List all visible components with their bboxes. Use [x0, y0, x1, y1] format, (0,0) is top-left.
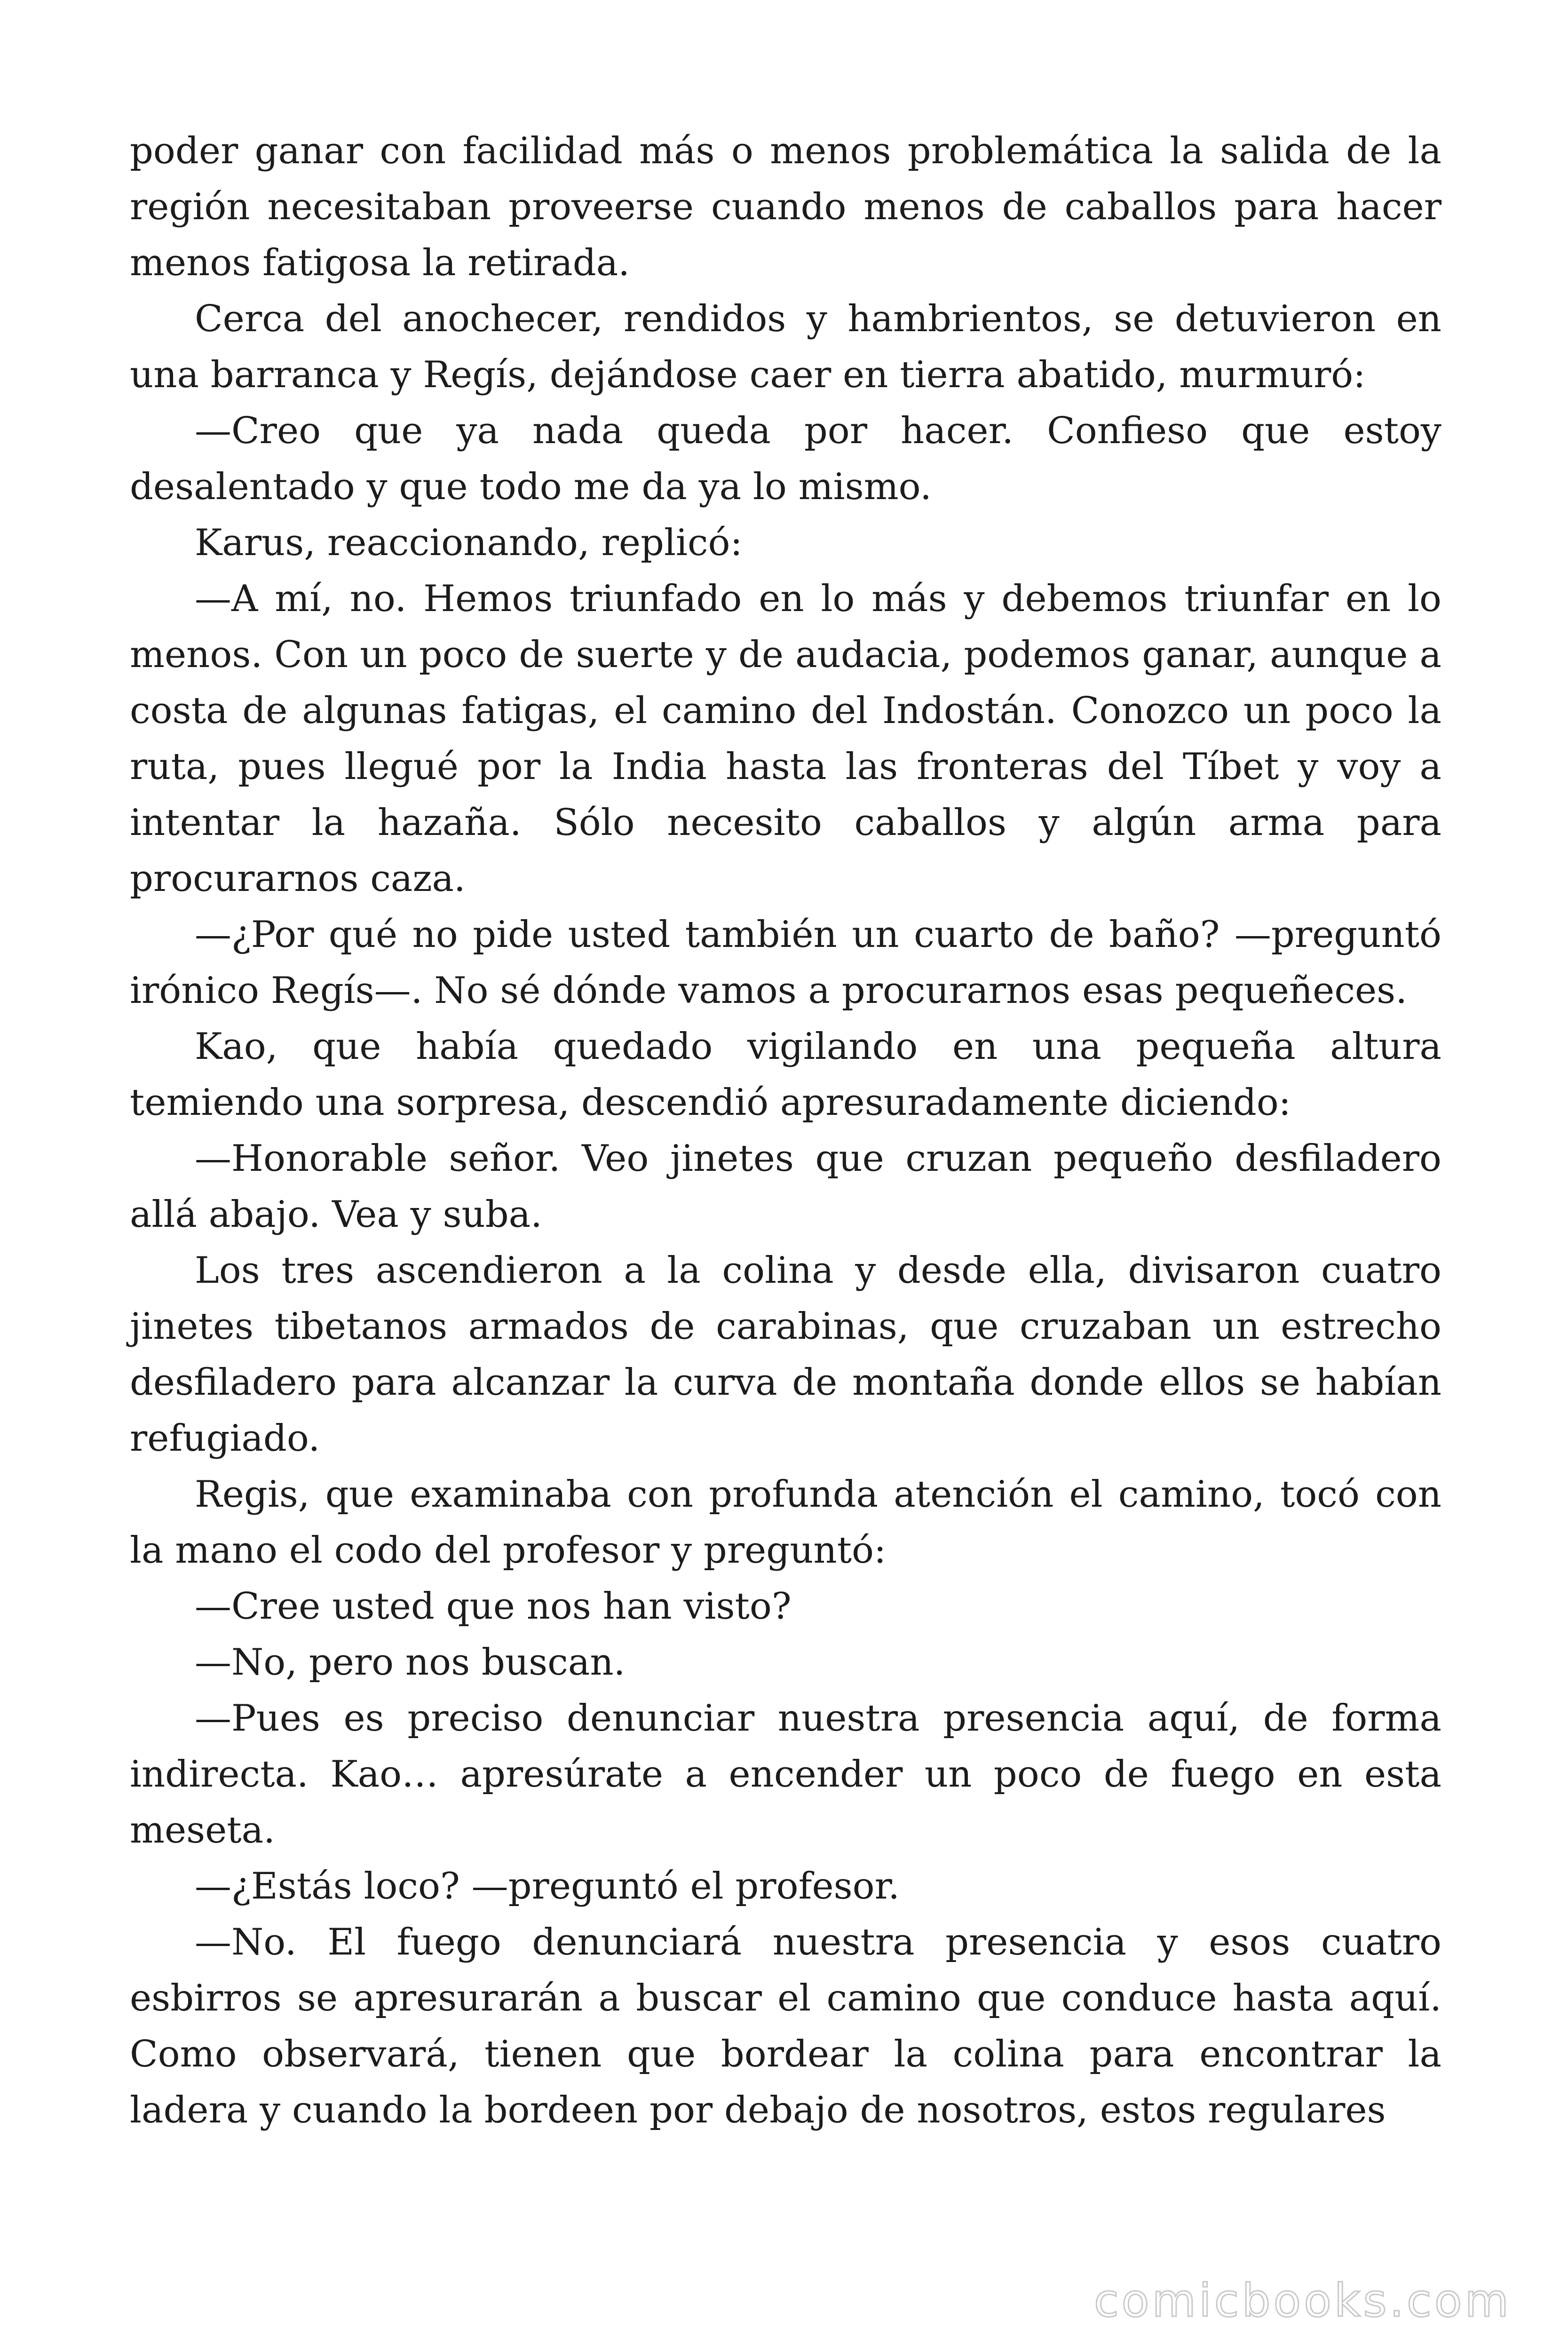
paragraph: —Pues es preciso denunciar nuestra presencia aquí, de forma indirecta. Kao… apresúrate a encender un poco de fuego en esta meseta.	[130, 1697, 1441, 1851]
paragraph: poder ganar con facilidad más o menos problemática la salida de la región necesitaban proveerse cuando menos de caballos para hacer menos fatigosa la retirada.	[130, 130, 1441, 284]
paragraph: —Honorable señor. Veo jinetes que cruzan pequeño desfiladero allá abajo. Vea y suba.	[130, 1137, 1441, 1236]
paragraph: Los tres ascendieron a la colina y desde ella, divisaron cuatro jinetes tibetanos armados de carabinas, que cruzaban un estrecho desfiladero para alcanzar la curva de montaña donde ellos se habían refugiado.	[130, 1249, 1441, 1460]
paragraph: —A mí, no. Hemos triunfado en lo más y debemos triunfar en lo menos. Con un poco de suerte y de audacia, podemos ganar, aunque a costa de algunas fatigas, el camino del Indostán. Conozco un poco la ruta, pues llegué por la India hasta las fronteras del Tíbet y voy a intentar la hazaña. Sólo necesito caballos y algún arma para procurarnos caza.	[130, 578, 1441, 900]
paragraph: —Cree usted que nos han visto?	[195, 1585, 792, 1628]
paragraph: Karus, reaccionando, replicó:	[195, 522, 743, 564]
paragraph: Cerca del anochecer, rendidos y hambrientos, se detuvieron en una barranca y Regís, dejándose caer en tierra abatido, murmuró:	[130, 298, 1441, 396]
paragraph: —No. El fuego denunciará nuestra presencia y esos cuatro esbirros se apresurarán a buscar el camino que conduce hasta aquí. Como observará, tienen que bordear la colina para encontrar la ladera y cuando la bordeen por debajo de nosotros, estos regulares	[130, 1921, 1441, 2131]
paragraph: Kao, que había quedado vigilando en una pequeña altura temiendo una sorpresa, descendió apresuradamente diciendo:	[130, 1025, 1441, 1124]
watermark: comicbooks.com	[1093, 2274, 1512, 2327]
paragraph: —Creo que ya nada queda por hacer. Confieso que estoy desalentado y que todo me da ya lo mismo.	[130, 410, 1441, 508]
paragraph: —¿Estás loco? —preguntó el profesor.	[195, 1865, 900, 1907]
paragraph: —No, pero nos buscan.	[195, 1641, 626, 1684]
paragraph: —¿Por qué no pide usted también un cuarto de baño? —preguntó irónico Regís—. No sé dónde vamos a procurarnos esas pequeñeces.	[130, 914, 1441, 1012]
paragraph: Regis, que examinaba con profunda atención el camino, tocó con la mano el codo del profesor y preguntó:	[130, 1473, 1441, 1572]
body-text	[130, 123, 1441, 2138]
